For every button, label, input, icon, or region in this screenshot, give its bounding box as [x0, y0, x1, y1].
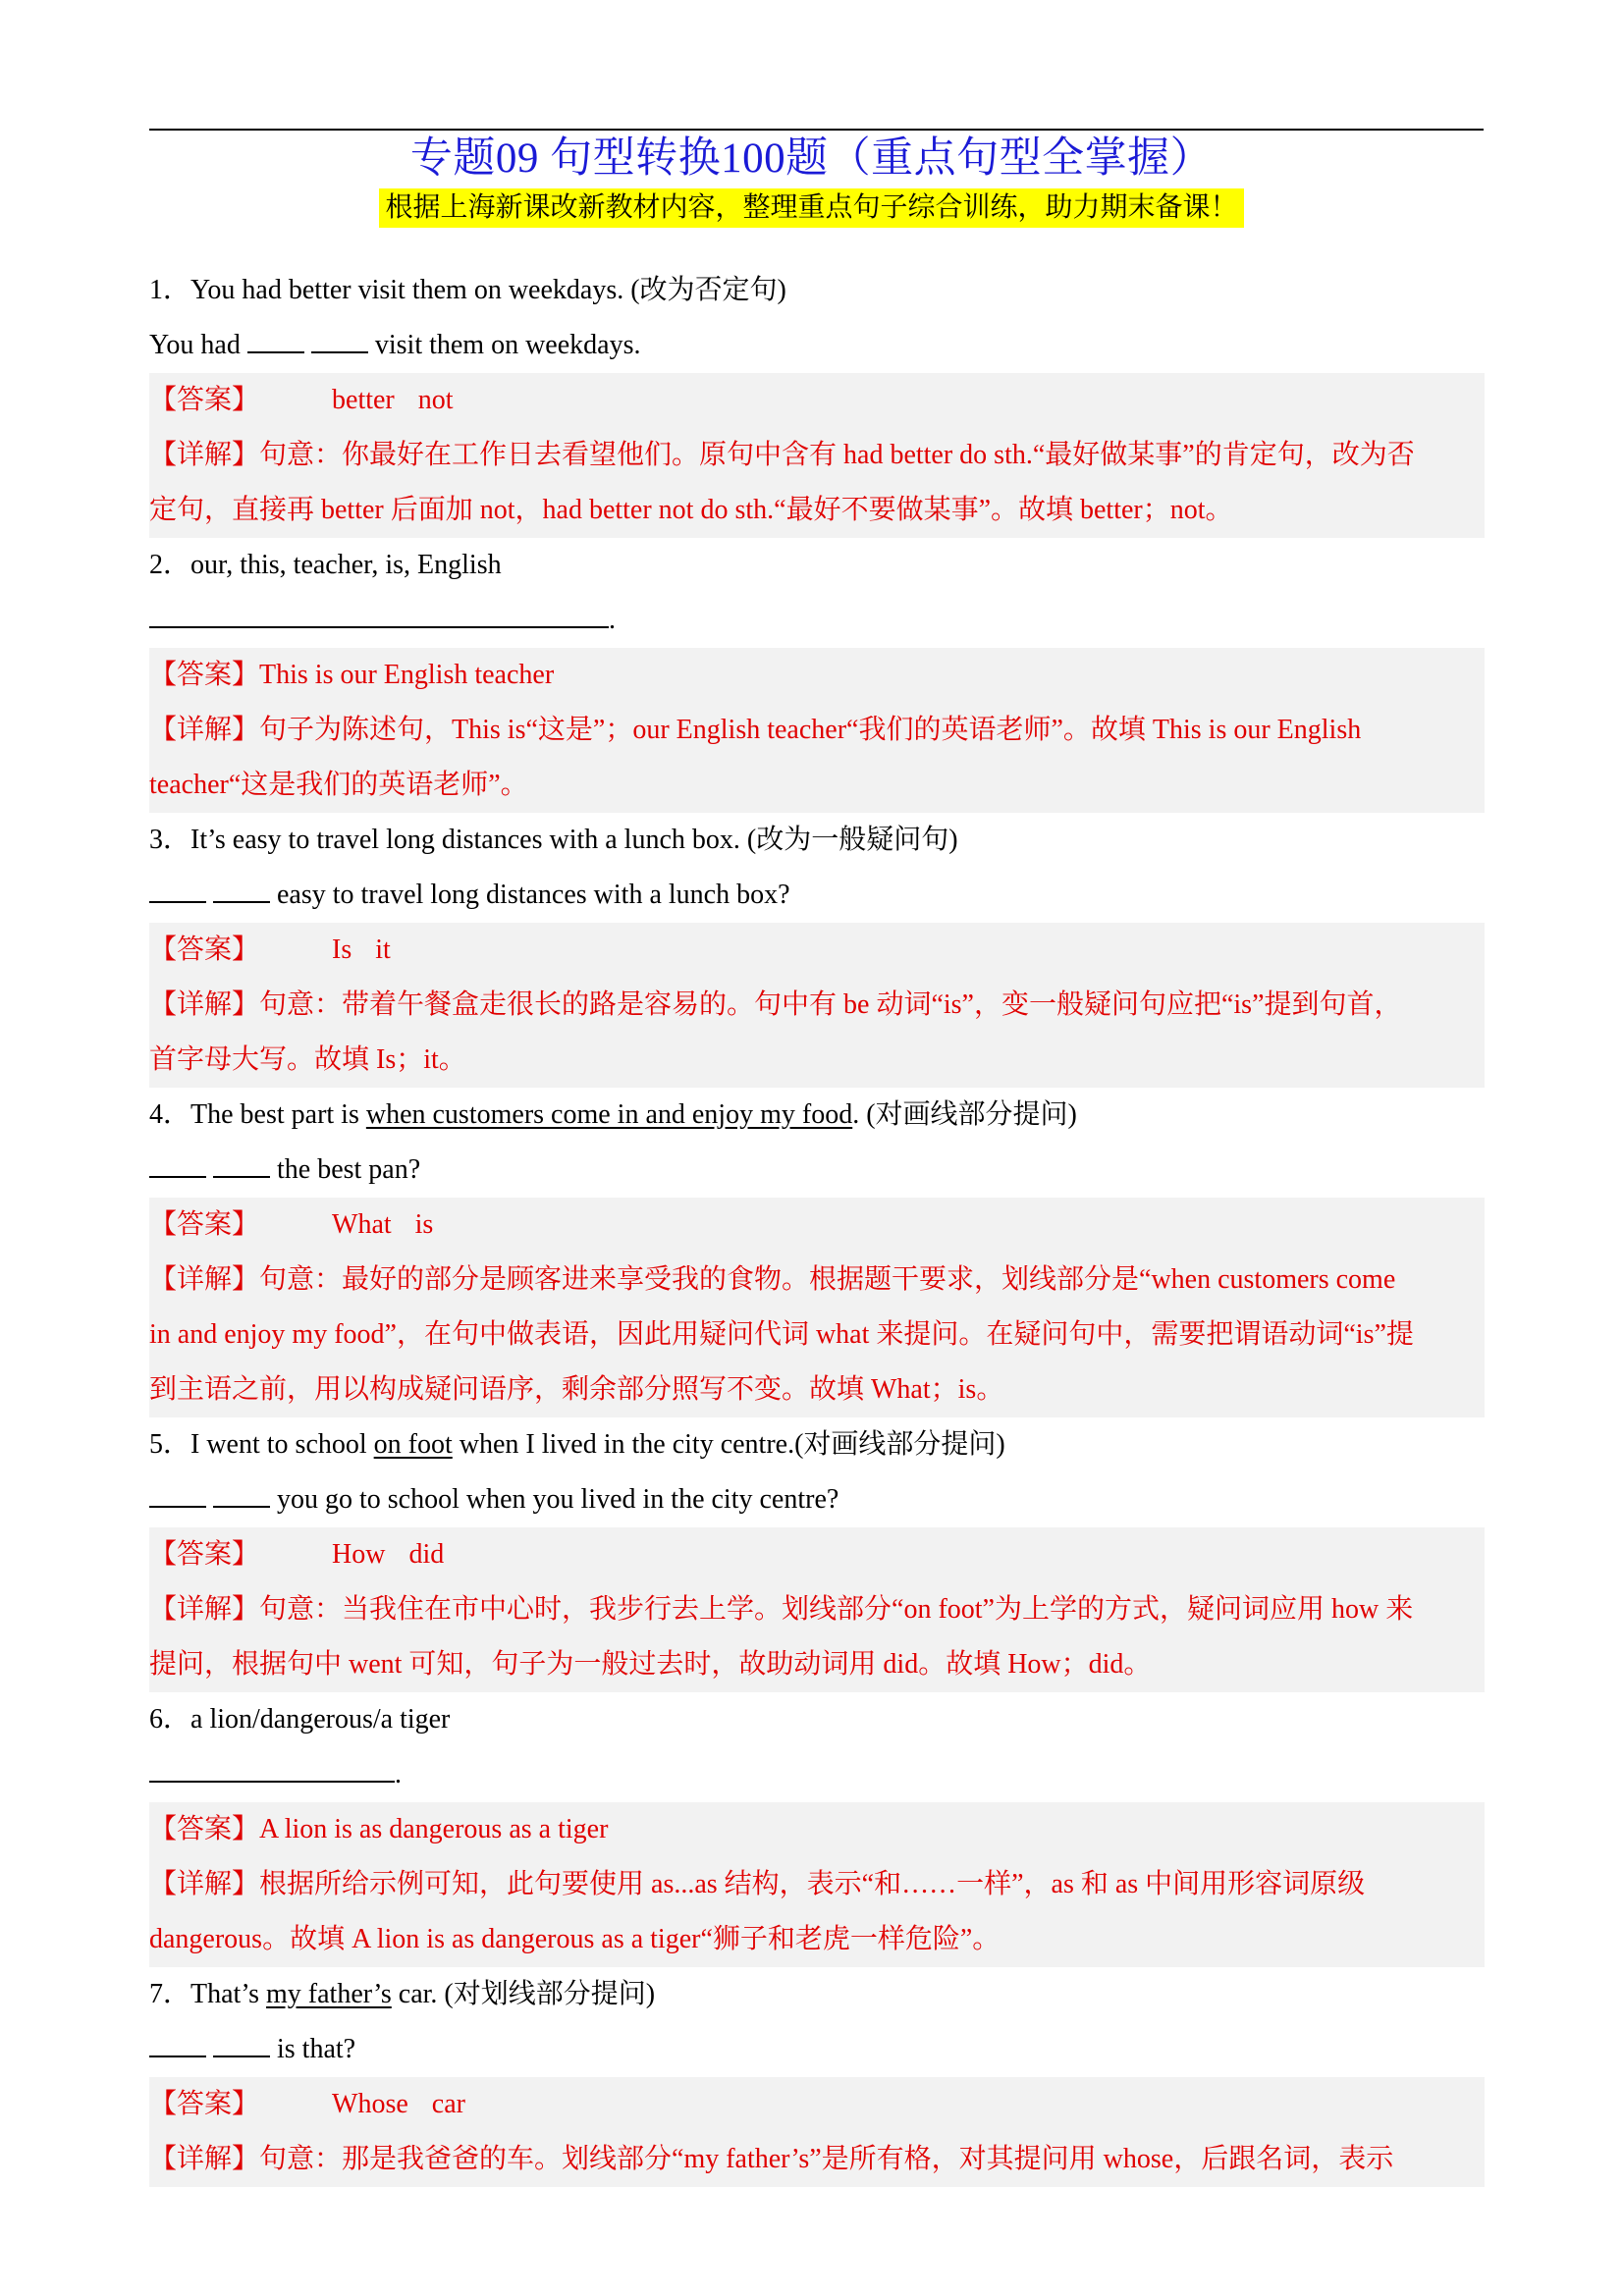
question-3-prompt: [149, 813, 1485, 868]
explain-tag: 【详解】: [149, 1869, 260, 1899]
answer-tag: 【答案】: [149, 2089, 260, 2119]
fill-text: You had: [149, 330, 241, 360]
question-list: [149, 263, 1485, 2187]
explain-line: [149, 1033, 1485, 1088]
explain-line: [149, 1308, 1485, 1362]
explain-line: [149, 1857, 1485, 1912]
explain-line: [149, 483, 1485, 538]
fill-text: .: [609, 605, 616, 635]
answer-tag: 【答案】: [149, 660, 260, 690]
explain-line: [149, 1253, 1485, 1308]
question-2-fill: [149, 593, 1485, 648]
explain-text: in and enjoy my food”，在句中做表语，因此用疑问代词 what 来提问。在疑问句中，需要把谓语动词“is”提: [149, 1319, 1414, 1350]
explain-text: 句意：带着午餐盒走很长的路是容易的。句中有 be 动词“is”，变一般疑问句应把“is”提到句首，: [259, 989, 1402, 1020]
question-6-prompt: [149, 1692, 1485, 1747]
explain-tag: 【详解】: [149, 715, 260, 745]
question-number: 1．: [149, 275, 191, 305]
answer-value: Is: [332, 934, 352, 965]
underlined-text: my father’s: [266, 1979, 392, 2009]
question-2-prompt: [149, 538, 1485, 593]
fill-text: is that?: [277, 2034, 356, 2064]
question-7-prompt: [149, 1967, 1485, 2022]
question-7-fill: [149, 2022, 1485, 2077]
explain-tag: 【详解】: [149, 989, 260, 1020]
explain-line: [149, 978, 1485, 1033]
question-text: It’s easy to travel long distances with a lunch box. (改为一般疑问句): [190, 825, 958, 855]
answer-value: not: [417, 385, 454, 415]
question-text: our, this, teacher, is, English: [190, 550, 502, 580]
underlined-text: when customers come in and enjoy my food: [365, 1099, 853, 1130]
fill-text: the best pan?: [277, 1154, 421, 1185]
explain-tag: 【详解】: [149, 2144, 260, 2174]
answer-blank: [213, 2026, 270, 2057]
question-5-prompt: [149, 1417, 1485, 1472]
answer-tag: 【答案】: [149, 934, 260, 965]
question-1-answer-box: [149, 373, 1485, 538]
question-text: . (对画线部分提问): [852, 1099, 1077, 1130]
explain-text: 句意：你最好在工作日去看望他们。原句中含有 had better do sth.“最好做某事”的肯定句，改为否: [259, 440, 1415, 470]
question-text: You had better visit them on weekdays. (改为否定句): [190, 275, 786, 305]
answer-blank: [213, 872, 270, 903]
question-3-answer-box: [149, 923, 1485, 1088]
explain-line: [149, 758, 1485, 813]
answer-tag: 【答案】: [149, 1814, 260, 1844]
explain-text: 定句，直接再 better 后面加 not，had better not do sth.“最好不要做某事”。故填 better；not。: [149, 495, 1233, 525]
fill-text: easy to travel long distances with a lunch box?: [277, 880, 790, 910]
answer-blank: [213, 1147, 270, 1178]
answer-blank: [247, 322, 304, 353]
explain-line: [149, 428, 1485, 483]
answer-value: car: [431, 2089, 465, 2119]
answer-line: [149, 373, 1485, 428]
explain-line: [149, 1582, 1485, 1637]
question-2-answer-box: [149, 648, 1485, 813]
answer-blank: [149, 597, 609, 628]
explain-text: dangerous。故填 A lion is as dangerous as a tiger“狮子和老虎一样危险”。: [149, 1924, 1001, 1954]
answer-line: [149, 1198, 1485, 1253]
answer-tag: 【答案】: [149, 385, 260, 415]
answer-value: This is our English teacher: [259, 660, 555, 690]
underlined-text: on foot: [373, 1429, 453, 1460]
explain-line: [149, 1912, 1485, 1967]
answer-blank: [149, 1476, 206, 1508]
answer-value: A lion is as dangerous as a tiger: [259, 1814, 609, 1844]
answer-line: [149, 2077, 1485, 2132]
fill-text: you go to school when you lived in the city centre?: [277, 1484, 839, 1515]
answer-blank: [149, 872, 206, 903]
answer-line: [149, 923, 1485, 978]
explain-text: 根据所给示例可知，此句要使用 as...as 结构，表示“和……一样”，as 和 as 中间用形容词原级: [259, 1869, 1366, 1899]
answer-blank: [311, 322, 368, 353]
subtitle-wrap: [0, 188, 1623, 228]
question-1-prompt: [149, 263, 1485, 318]
question-text: I went to school: [190, 1429, 374, 1460]
explain-text: teacher“这是我们的英语老师”。: [149, 770, 528, 800]
explain-text: 句意：当我住在市中心时，我步行去上学。划线部分“on foot”为上学的方式，疑问词应用 how 来: [259, 1594, 1414, 1625]
question-text: The best part is: [190, 1099, 366, 1130]
explain-tag: 【详解】: [149, 440, 260, 470]
explain-line: [149, 703, 1485, 758]
answer-value: better: [332, 385, 395, 415]
question-number: 5．: [149, 1429, 191, 1460]
explain-line: [149, 1362, 1485, 1417]
page-subtitle: 根据上海新课改新教材内容，整理重点句子综合训练，助力期末备课！: [379, 188, 1243, 228]
explain-text: 首字母大写。故填 Is；it。: [149, 1044, 466, 1075]
answer-blank: [149, 1147, 206, 1178]
explain-text: 到主语之前，用以构成疑问语序，剩余部分照写不变。故填 What；is。: [149, 1374, 1004, 1405]
page-title: 专题09 句型转换100题（重点句型全掌握）: [409, 135, 1214, 182]
question-6-answer-box: [149, 1802, 1485, 1967]
explain-text: 提问，根据句中 went 可知，句子为一般过去时，故助动词用 did。故填 How；did。: [149, 1649, 1152, 1680]
answer-line: [149, 1527, 1485, 1582]
question-5-answer-box: [149, 1527, 1485, 1692]
explain-line: [149, 1637, 1485, 1692]
answer-value: How: [332, 1539, 386, 1570]
answer-blank: [213, 1476, 270, 1508]
answer-tag: 【答案】: [149, 1209, 260, 1240]
question-number: 3．: [149, 825, 191, 855]
answer-line: [149, 1802, 1485, 1857]
question-4-answer-box: [149, 1198, 1485, 1417]
question-number: 7．: [149, 1979, 191, 2009]
answer-value: did: [408, 1539, 445, 1570]
answer-tag: 【答案】: [149, 1539, 260, 1570]
answer-value: Whose: [332, 2089, 408, 2119]
question-number: 6．: [149, 1704, 191, 1735]
question-5-fill: [149, 1472, 1485, 1527]
explain-text: 句子为陈述句，This is“这是”；our English teacher“我们的英语老师”。故填 This is our English: [259, 715, 1362, 745]
explain-tag: 【详解】: [149, 1594, 260, 1625]
question-4-prompt: [149, 1088, 1485, 1143]
explain-text: 句意：那是我爸爸的车。划线部分“my father’s”是所有格，对其提问用 whose，后跟名词，表示: [259, 2144, 1394, 2174]
explain-line: [149, 2132, 1485, 2187]
question-3-fill: [149, 868, 1485, 923]
fill-text: .: [395, 1759, 402, 1789]
question-text: a lion/dangerous/a tiger: [190, 1704, 451, 1735]
fill-text: visit them on weekdays.: [374, 330, 641, 360]
answer-value: What: [332, 1209, 392, 1240]
question-text: when I lived in the city centre.(对画线部分提问): [452, 1429, 1005, 1460]
explain-tag: 【详解】: [149, 1264, 260, 1295]
answer-blank: [149, 1751, 395, 1783]
answer-line: [149, 648, 1485, 703]
answer-blank: [149, 2026, 206, 2057]
question-7-answer-box: [149, 2077, 1485, 2187]
question-number: 2．: [149, 550, 191, 580]
answer-value: it: [375, 934, 391, 965]
question-number: 4．: [149, 1099, 191, 1130]
question-text: car. (对划线部分提问): [391, 1979, 656, 2009]
answer-value: is: [414, 1209, 434, 1240]
question-6-fill: [149, 1747, 1485, 1802]
question-4-fill: [149, 1143, 1485, 1198]
question-1-fill: [149, 318, 1485, 373]
explain-text: 句意：最好的部分是顾客进来享受我的食物。根据题干要求，划线部分是“when customers come: [259, 1264, 1396, 1295]
question-text: That’s: [190, 1979, 267, 2009]
